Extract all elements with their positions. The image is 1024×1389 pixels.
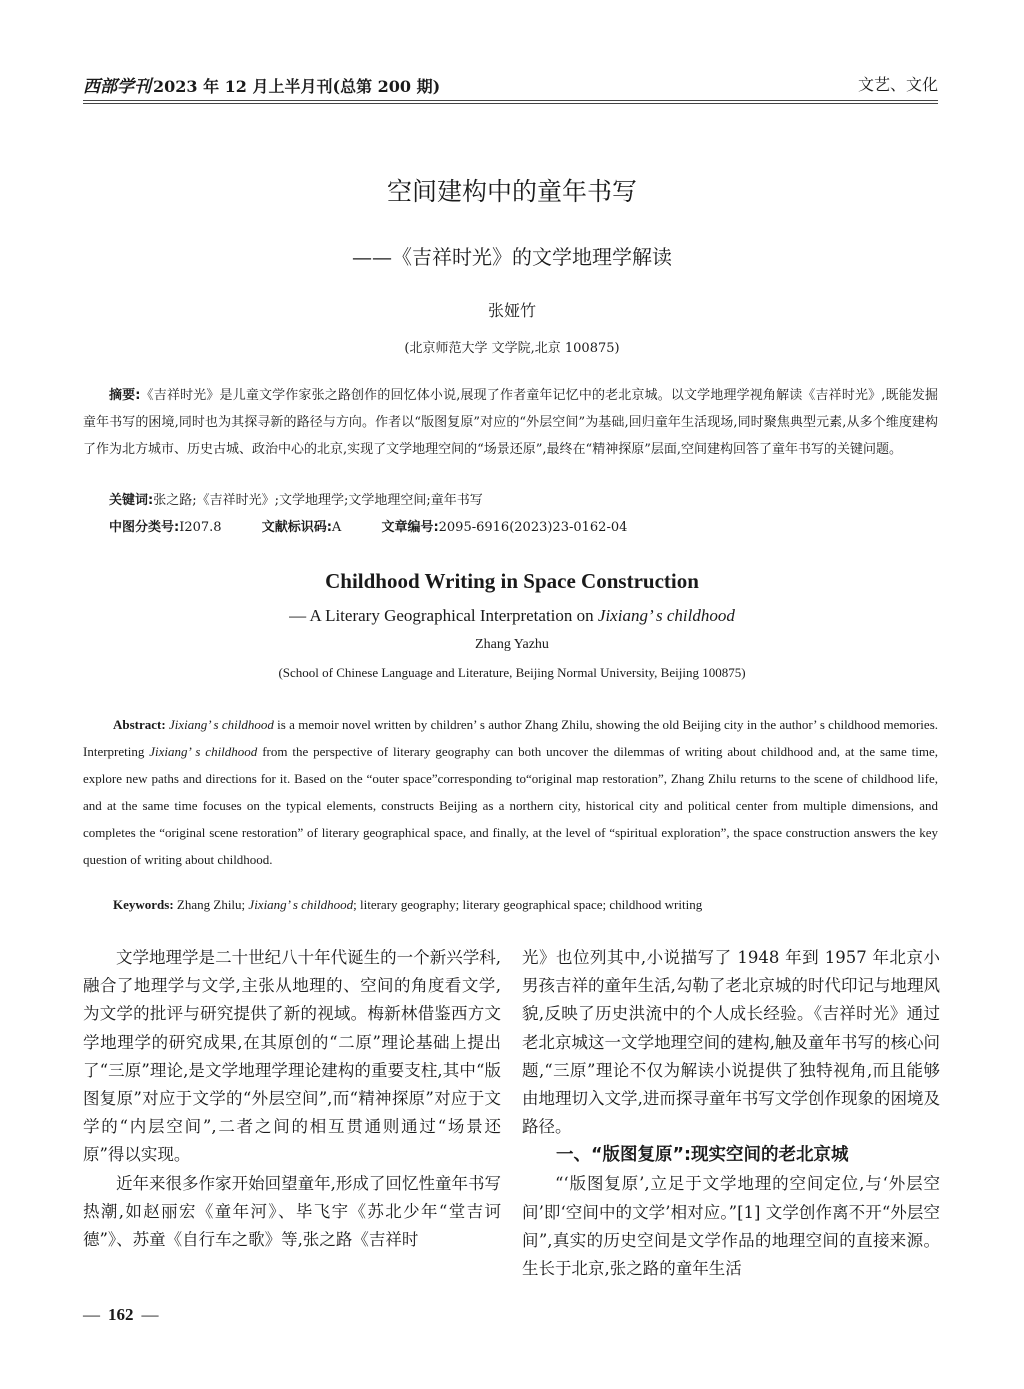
author-affiliation: (北京师范大学 文学院,北京 100875): [404, 341, 620, 356]
keywords-text: 张之路;《吉祥时光》;文学地理学;文学地理空间;童年书写: [153, 493, 483, 508]
article-subtitle: ——《吉祥时光》的文学地理学解读: [352, 245, 672, 269]
abstract-label: 摘要:: [109, 388, 141, 403]
article-title: 空间建构中的童年书写: [386, 177, 637, 206]
abstract-en-text: is a memoir novel written by children’ s author Zhang Zhilu, showing the old Beijing city in the author’ s childhood memories. Interpreting: [83, 717, 938, 759]
author-name: 张娅竹: [487, 301, 536, 320]
abstract-en-text: from the perspective of literary geography can both uncover the dilemmas of writing about childhood and, at the same time, explore new paths and directions for it. Based on the “outer space”corresponding to“original map restoration”, Zhang Zhilu returns to the scene of childhood life, and at the same time focuses on the typical elements, constructs Beijing as a northern city, historical city and political center from multiple dimensions, and completes the “original scene restoration” of literary geographical space, and finally, at the level of “spiritual exploration”, the space construction answers the key question of writing about childhood.: [83, 744, 938, 867]
english-subtitle: [0, 606, 1024, 626]
doc-code-value: A: [331, 520, 342, 535]
section-name: 文艺、文化: [857, 75, 938, 94]
english-subtitle-italic: Jixiang’ s childhood: [597, 606, 735, 625]
header-rule: [83, 100, 938, 101]
english-affiliation: (School of Chinese Language and Literature, Beijing Normal University, Beijing 100875): [278, 665, 746, 680]
abstract-text: 《吉祥时光》是儿童文学作家张之路创作的回忆体小说,展现了作者童年记忆中的老北京城。以文学地理学视角解读《吉祥时光》,既能发掘童年书写的困境,同时也为其探寻新的路径与方向。作者以“版图复原”对应的“外层空间”为基础,回归童年生活现场,同时聚焦典型元素,从多个维度建构了作为北方城市、历史古城、政治中心的北京,实现了文学地理空间的“场景还原”,最终在“精神探原”层面,空间建构回答了童年书写的关键问题。: [83, 388, 938, 457]
body-paragraph: 文学地理学是二十世纪八十年代诞生的一个新兴学科,融合了地理学与文学,主张从地理的、空间的角度看文学,为文学的批评与研究提供了新的视域。梅新林借鉴西方文学地理学的研究成果,在其原创的“二原”理论基础上提出了“三原”理论,是文学地理学理论建构的重要支柱,其中“版图复原”对应于文学的“外层空间”,而“精神探原”对应于文学的“内层空间”,二者之间的相互贯通则通过“场景还原”得以实现。: [83, 948, 501, 1165]
doc-code-label: 文献标识码:: [261, 520, 332, 535]
article-number-label: 文章编号:: [381, 520, 439, 535]
book-title-italic: Jixiang’ s childhood: [149, 744, 258, 759]
keywords-label: 关键词:: [109, 493, 154, 508]
book-title-italic: Jixiang’ s childhood: [169, 717, 274, 732]
english-subtitle-text: — A Literary Geographical Interpretation on: [289, 606, 598, 625]
clc-value: I207.8: [179, 520, 222, 535]
body-column-left: [83, 944, 501, 1254]
keywords-chinese: [83, 487, 964, 514]
keywords-en-label: Keywords:: [113, 897, 174, 912]
abstract-en-label: Abstract:: [113, 717, 166, 732]
english-title: Childhood Writing in Space Construction: [325, 569, 699, 593]
running-header: [83, 72, 938, 97]
body-paragraph: “‘版图复原’,立足于文学地理的空间定位,与‘外层空间’即‘空间中的文学’相对应。”[1] 文学创作离不开“外层空间”,真实的历史空间是文学作品的地理空间的直接来源。生长于北京,张之路的童年生活: [522, 1174, 940, 1279]
classification-line: [83, 514, 964, 541]
english-author: Zhang Yazhu: [475, 637, 549, 652]
article-number-value: 2095-6916(2023)23-0162-04: [438, 520, 628, 535]
header-rule: [83, 103, 938, 104]
book-title-italic: Jixiang’ s childhood: [248, 897, 354, 912]
page-number-value: 162: [108, 1305, 134, 1324]
abstract-chinese: [83, 382, 938, 463]
issue-info: 2023 年 12 月上半月刊(总第 200 期): [153, 77, 441, 96]
body-column-right: [522, 944, 940, 1283]
abstract-english: [83, 711, 938, 873]
journal-logo: 西部学刊: [83, 77, 151, 97]
clc-label: 中图分类号:: [109, 520, 180, 535]
page-number: — 162 —: [83, 1305, 159, 1324]
body-paragraph: 光》也位列其中,小说描写了 1948 年到 1957 年北京小男孩吉祥的童年生活,勾勒了老北京城的时代印记与地理风貌,反映了历史洪流中的个人成长经验。《吉祥时光》通过老北京城这一文学地理空间的建构,触及童年书写的核心问题,“三原”理论不仅为解读小说提供了独特视角,而且能够由地理切入文学,进而探寻童年书写文学创作现象的困境及路径。: [522, 948, 940, 1137]
keywords-en-text: Zhang Zhilu;: [173, 897, 249, 912]
body-paragraph: 近年来很多作家开始回望童年,形成了回忆性童年书写热潮,如赵丽宏《童年河》、毕飞宇《苏北少年“堂吉诃德”》、苏童《自行车之歌》等,张之路《吉祥时: [83, 1173, 501, 1250]
keywords-english: [83, 891, 968, 918]
keywords-en-text: ; literary geography; literary geographical space; childhood writing: [353, 897, 703, 912]
section-heading: 一、“版图复原”:现实空间的老北京城: [556, 1145, 849, 1166]
